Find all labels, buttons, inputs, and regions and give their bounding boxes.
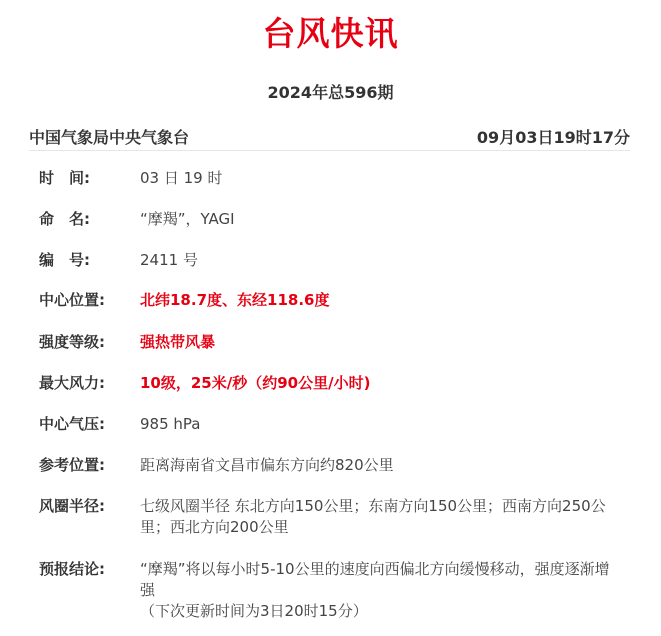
- center-position-label: 中心位置:: [39, 291, 105, 309]
- number-value: 2411 号: [140, 251, 198, 269]
- intensity-level-label: 强度等级:: [39, 333, 105, 351]
- time-value: 03 日 19 时: [140, 169, 223, 187]
- forecast-text: “摩羯”将以每小时5-10公里的速度向西偏北方向缓慢移动，强度逐渐增强: [140, 560, 610, 599]
- issue-time: 09月03日19时17分: [476, 128, 630, 147]
- agency-name: 中国气象局中央气象台: [29, 128, 190, 147]
- reference-position-value: 距离海南省文昌市偏东方向约820公里: [140, 456, 394, 474]
- number-label: 编 号:: [39, 251, 90, 269]
- issue-number: 2024年总596期: [267, 83, 394, 102]
- wind-radius-label: 风圈半径:: [39, 497, 105, 515]
- max-wind-value: 10级，25米/秒（约90公里/小时): [140, 374, 371, 392]
- header-divider: [29, 150, 630, 151]
- wind-radius-value: 七级风圈半径 东北方向150公里；东南方向150公里；西南方向250公里；西北方向200公里: [140, 497, 606, 536]
- page-title: 台风快讯: [262, 14, 399, 53]
- reference-position-label: 参考位置:: [39, 456, 105, 474]
- forecast-label: 预报结论:: [39, 560, 105, 578]
- forecast-value: [140, 559, 615, 622]
- intensity-level-value: 强热带风暴: [140, 333, 216, 351]
- next-update-note: （下次更新时间为3日20时15分）: [140, 602, 368, 620]
- center-position-value: 北纬18.7度、东经118.6度: [140, 291, 330, 309]
- center-pressure-label: 中心气压:: [39, 415, 105, 433]
- name-label: 命 名:: [39, 210, 90, 228]
- center-pressure-value: 985 hPa: [140, 415, 201, 433]
- time-label: 时 间:: [39, 169, 90, 187]
- max-wind-label: 最大风力:: [39, 374, 105, 392]
- name-value: “摩羯”，YAGI: [140, 210, 235, 228]
